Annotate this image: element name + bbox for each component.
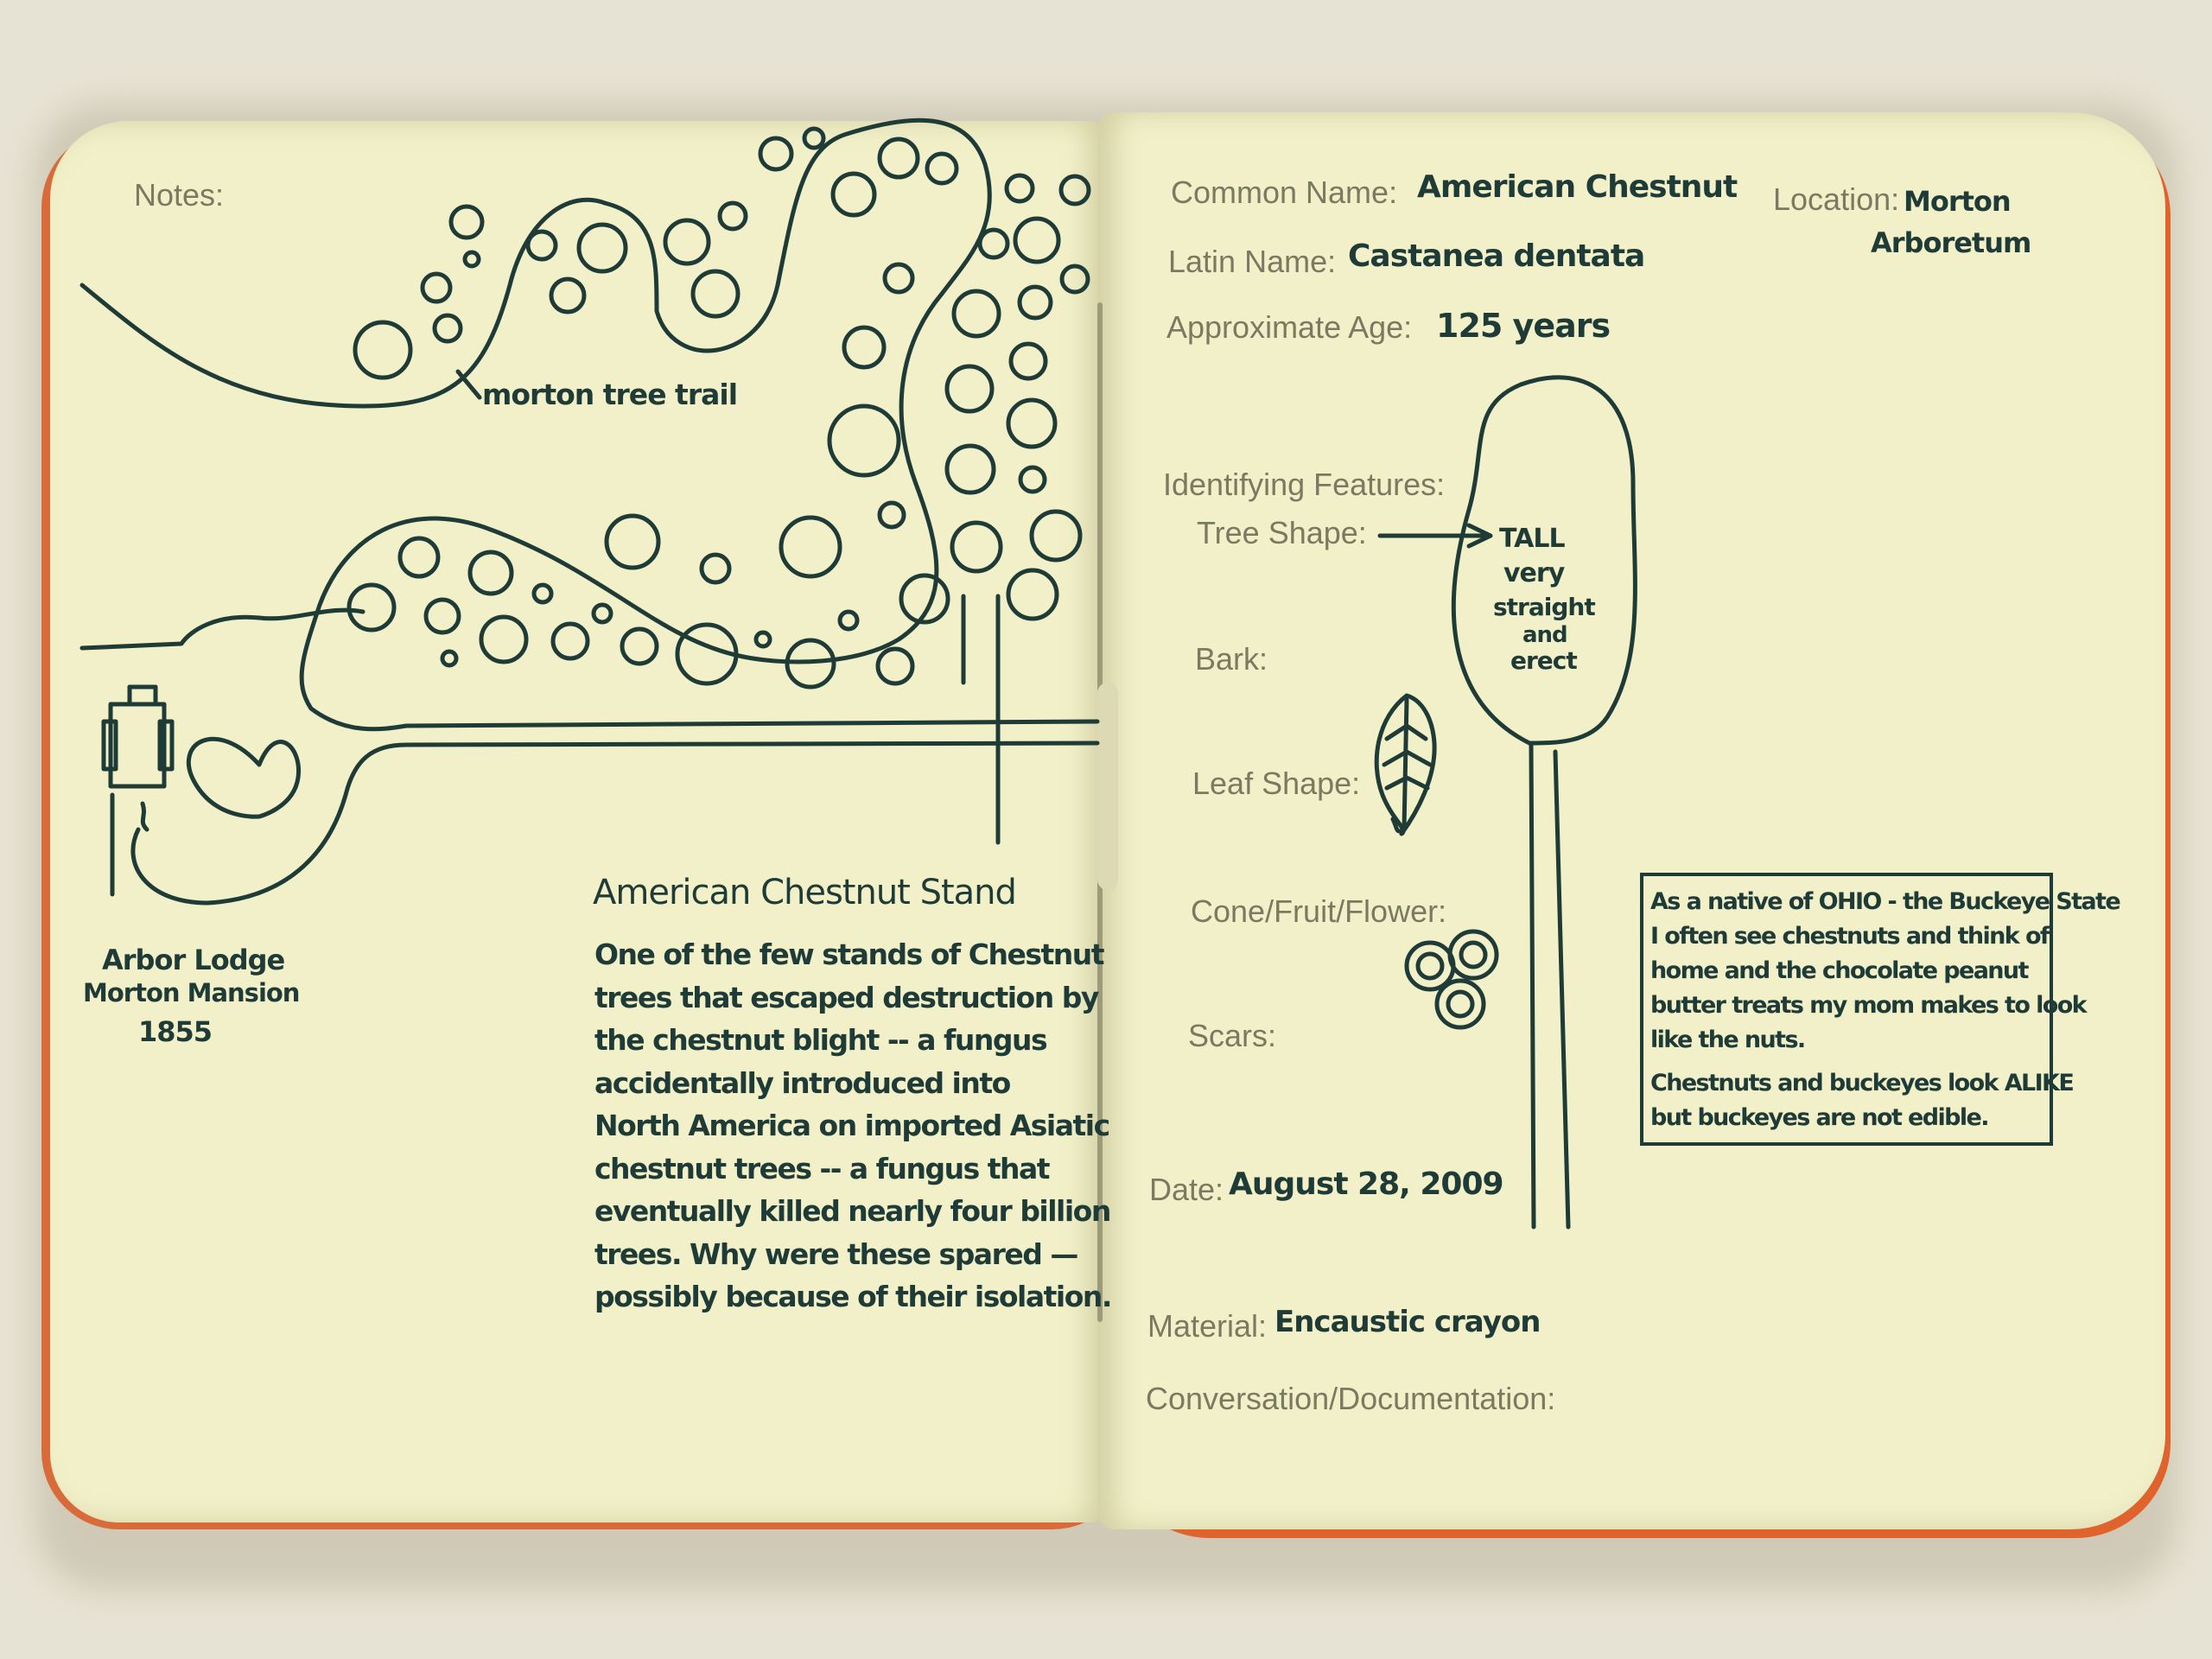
leaf-shape-label: Leaf Shape:: [1192, 766, 1361, 801]
fruit-label: Cone/Fruit/Flower:: [1191, 893, 1447, 929]
conversation-label: Conversation/Documentation:: [1146, 1381, 1556, 1416]
latin-name-value: Castanea dentata: [1348, 238, 1645, 274]
stand-title: American Chestnut Stand: [593, 873, 1016, 912]
note-line: As a native of OHIO - the Buckeye State: [1650, 888, 2120, 915]
stand-line: North America on imported Asiatic: [594, 1109, 1109, 1142]
lodge-label-line2: Morton Mansion: [83, 978, 300, 1007]
stand-line: trees. Why were these spared —: [594, 1236, 1077, 1271]
tree-trunk-right: [1555, 752, 1568, 1227]
scars-label: Scars:: [1188, 1018, 1277, 1053]
age-value: 125 years: [1436, 307, 1611, 345]
tree-shape-value-1: TALL: [1499, 524, 1565, 554]
bark-label: Bark:: [1195, 641, 1268, 677]
stand-line: chestnut trees -- a fungus that: [594, 1151, 1050, 1185]
tree-trunk-left: [1531, 743, 1534, 1227]
material-value: Encaustic crayon: [1274, 1305, 1541, 1339]
tree-shape-value-2: very: [1503, 558, 1565, 588]
stand-line: eventually killed nearly four billion: [594, 1194, 1110, 1228]
stand-line: the chestnut blight -- a fungus: [594, 1023, 1047, 1057]
stand-line: accidentally introduced into: [594, 1065, 1010, 1100]
location-label: Location:: [1773, 181, 1900, 217]
note-line: like the nuts.: [1650, 1027, 1805, 1053]
stand-paragraph: [594, 933, 1111, 1319]
trail-label: morton tree trail: [482, 378, 738, 411]
common-name-value: American Chestnut: [1417, 169, 1738, 205]
latin-name-label: Latin Name:: [1168, 244, 1337, 279]
date-label: Date:: [1149, 1172, 1224, 1207]
age-label: Approximate Age:: [1166, 309, 1413, 345]
ohio-note-box: [1640, 873, 2120, 1146]
location-value-line1: Morton: [1904, 185, 2011, 218]
fruit-icon: [1407, 931, 1497, 1027]
note-line: I often see chestnuts and think of: [1650, 923, 2050, 950]
stand-line: One of the few stands of Chestnut: [594, 938, 1104, 971]
leaf-icon: [1376, 696, 1434, 834]
notes-label: Notes:: [134, 177, 225, 213]
tree-shape-label: Tree Shape:: [1197, 515, 1367, 550]
common-name-label: Common Name:: [1171, 175, 1398, 210]
material-label: Material:: [1147, 1308, 1268, 1344]
stand-line: possibly because of their isolation.: [594, 1280, 1111, 1313]
note-line: butter treats my mom makes to look: [1650, 992, 2087, 1019]
note-line: but buckeyes are not edible.: [1650, 1104, 1988, 1131]
lodge-label-line3: 1855: [138, 1015, 213, 1048]
tree-shape-value-5: erect: [1510, 646, 1577, 675]
tree-shape-value-3: straight: [1493, 593, 1595, 621]
note-line: home and the chocolate peanut: [1650, 957, 2028, 984]
lodge-label-line1: Arbor Lodge: [102, 944, 285, 976]
stand-line: trees that escaped destruction by: [594, 980, 1098, 1014]
date-value: August 28, 2009: [1229, 1166, 1503, 1202]
note-line: Chestnuts and buckeyes look ALIKE: [1650, 1070, 2074, 1096]
location-value-line2: Arboretum: [1871, 226, 2031, 259]
tree-shape-value-4: and: [1522, 622, 1567, 648]
features-label: Identifying Features:: [1163, 467, 1446, 502]
